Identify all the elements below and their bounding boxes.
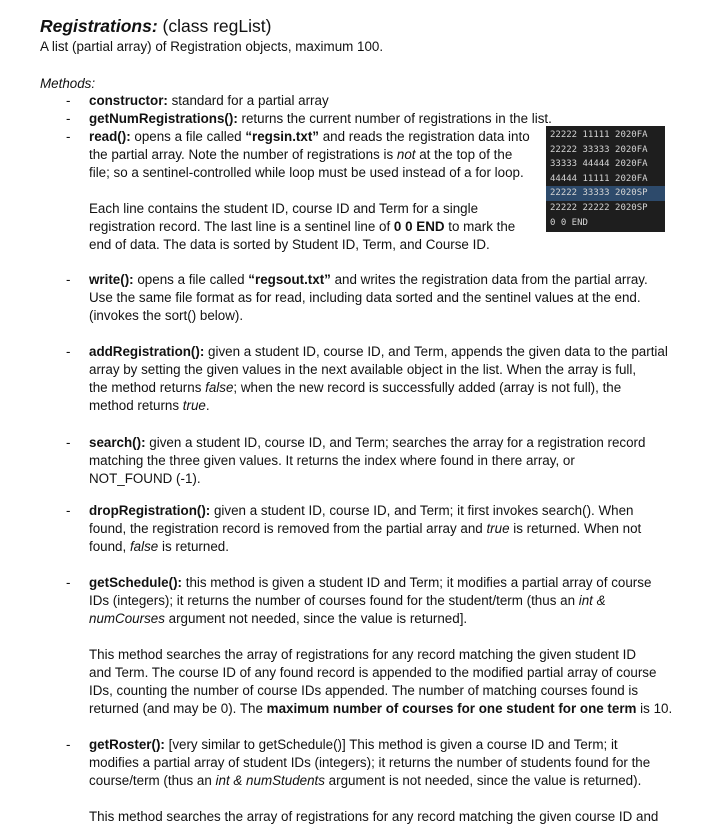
emphasis: not	[396, 147, 416, 162]
method-desc: standard for a partial array	[167, 93, 329, 108]
code-line: 22222 33333 2020FA	[550, 144, 648, 155]
text: modifies a partial array of student IDs (integers); it returns the number of students found for the	[89, 755, 651, 770]
text: to mark the	[444, 219, 516, 234]
text: registration record. The last line is a sentinel line of	[89, 219, 394, 234]
method-addregistration	[66, 343, 668, 415]
method-write	[66, 271, 648, 325]
text: is returned.	[158, 539, 229, 554]
text: argument not needed, since the value is returned].	[164, 611, 468, 626]
text: Use the same file format as for read, including data sorted and the sentinel values at the end.	[89, 290, 641, 305]
filename: “regsout.txt”	[248, 272, 331, 287]
text: method returns	[89, 398, 183, 413]
text: opens a file called	[133, 272, 249, 287]
text: array by setting the given values in the next available object in the list. When the array is full,	[89, 362, 637, 377]
method-dropregistration	[66, 502, 642, 556]
emphasis-bold: maximum number of courses for one student for one term	[266, 701, 637, 716]
bullet: -	[66, 435, 71, 450]
text: given a student ID, course ID, and Term; it first invokes search(). When	[210, 503, 634, 518]
method-getschedule	[66, 574, 673, 718]
code-line: 44444 11111 2020FA	[550, 173, 648, 184]
text: Each line contains the student ID, course ID and Term for a single	[89, 201, 479, 216]
emphasis: int &	[578, 593, 606, 608]
method-getnumregistrations	[66, 110, 552, 128]
method-desc: returns the current number of registrations in the list.	[237, 111, 552, 126]
text: and Term. The course ID of any found record is appended to the modified partial array of course	[89, 665, 657, 680]
method-name: getRoster():	[89, 737, 165, 752]
method-name: getNumRegistrations():	[89, 111, 238, 126]
bullet: -	[66, 575, 71, 590]
text: the method returns	[89, 380, 206, 395]
subtitle: A list (partial array) of Registration objects, maximum 100.	[40, 39, 384, 54]
text: opens a file called	[130, 129, 246, 144]
code-line: 22222 11111 2020FA	[550, 130, 648, 140]
text: is 10.	[636, 701, 673, 716]
text: course/term (thus an	[89, 773, 216, 788]
text: IDs, counting the number of course IDs appended. The number of matching courses found is	[89, 683, 639, 698]
title-main: Registrations:	[40, 16, 158, 36]
method-name: read():	[89, 129, 131, 144]
text: .	[205, 398, 210, 413]
text: given a student ID, course ID, and Term; searches the array for a registration record	[145, 435, 646, 450]
method-read	[66, 128, 530, 254]
text: at the top of the	[415, 147, 513, 162]
bullet: -	[66, 93, 71, 108]
title-class: (class regList)	[157, 16, 272, 36]
emphasis: int & numStudents	[215, 773, 325, 788]
method-name: dropRegistration():	[89, 503, 211, 518]
text: this method is given a student ID and Term; it modifies a partial array of course	[182, 575, 652, 590]
text: is returned. When not	[509, 521, 642, 536]
method-name: search():	[89, 435, 146, 450]
bullet: -	[66, 344, 71, 359]
text: the partial array. Note the number of registrations is	[89, 147, 397, 162]
text: given a student ID, course ID, and Term, appends the given data to the partial	[204, 344, 668, 359]
text: and writes the registration data from the partial array.	[330, 272, 648, 287]
method-name: addRegistration():	[89, 344, 205, 359]
bullet: -	[66, 129, 71, 144]
code-line: 0 0 END	[550, 217, 588, 228]
page-title	[40, 16, 271, 37]
text: [very similar to getSchedule()] This method is given a course ID and Term; it	[164, 737, 618, 752]
text: NOT_FOUND (-1).	[89, 471, 201, 486]
filename: “regsin.txt”	[245, 129, 319, 144]
emphasis: true	[486, 521, 510, 536]
text: returned (and may be 0). The	[89, 701, 267, 716]
text: IDs (integers); it returns the number of courses found for the student/term (thus an	[89, 593, 579, 608]
text: ; when the new record is successfully added (array is not full), the	[233, 380, 622, 395]
emphasis: false	[129, 539, 159, 554]
text: end of data. The data is sorted by Student ID, Term, and Course ID.	[89, 237, 490, 252]
bullet: -	[66, 111, 71, 126]
text: This method searches the array of registrations for any record matching the given student ID	[89, 647, 637, 662]
text: matching the three given values. It returns the index where found in there array, or	[89, 453, 575, 468]
text: and reads the registration data into	[318, 129, 530, 144]
emphasis: false	[205, 380, 234, 395]
code-line-highlighted: 22222 33333 2020SP	[546, 186, 665, 201]
bullet: -	[66, 503, 71, 518]
method-search	[66, 434, 646, 488]
text: file; so a sentinel-controlled while loop must be used instead of a for loop.	[89, 165, 524, 180]
emphasis: numCourses	[89, 611, 165, 626]
bullet: -	[66, 737, 71, 752]
method-name: getSchedule():	[89, 575, 182, 590]
sentinel: 0 0 END	[393, 219, 445, 234]
text: (invokes the sort() below).	[89, 308, 244, 323]
text: found,	[89, 539, 130, 554]
code-line: 33333 44444 2020FA	[550, 159, 648, 170]
method-name: write():	[89, 272, 134, 287]
method-constructor	[66, 92, 329, 110]
method-name: constructor:	[89, 93, 168, 108]
code-line: 22222 22222 2020SP	[550, 202, 648, 213]
code-sample-box	[546, 126, 665, 232]
methods-label: Methods:	[40, 76, 96, 91]
text: argument is not needed, since the value is returned).	[324, 773, 642, 788]
text: This method searches the array of registrations for any record matching the given course ID and	[89, 809, 659, 824]
text: found, the registration record is removed from the partial array and	[89, 521, 487, 536]
bullet: -	[66, 272, 71, 287]
method-getroster	[66, 736, 659, 826]
emphasis: true	[182, 398, 206, 413]
